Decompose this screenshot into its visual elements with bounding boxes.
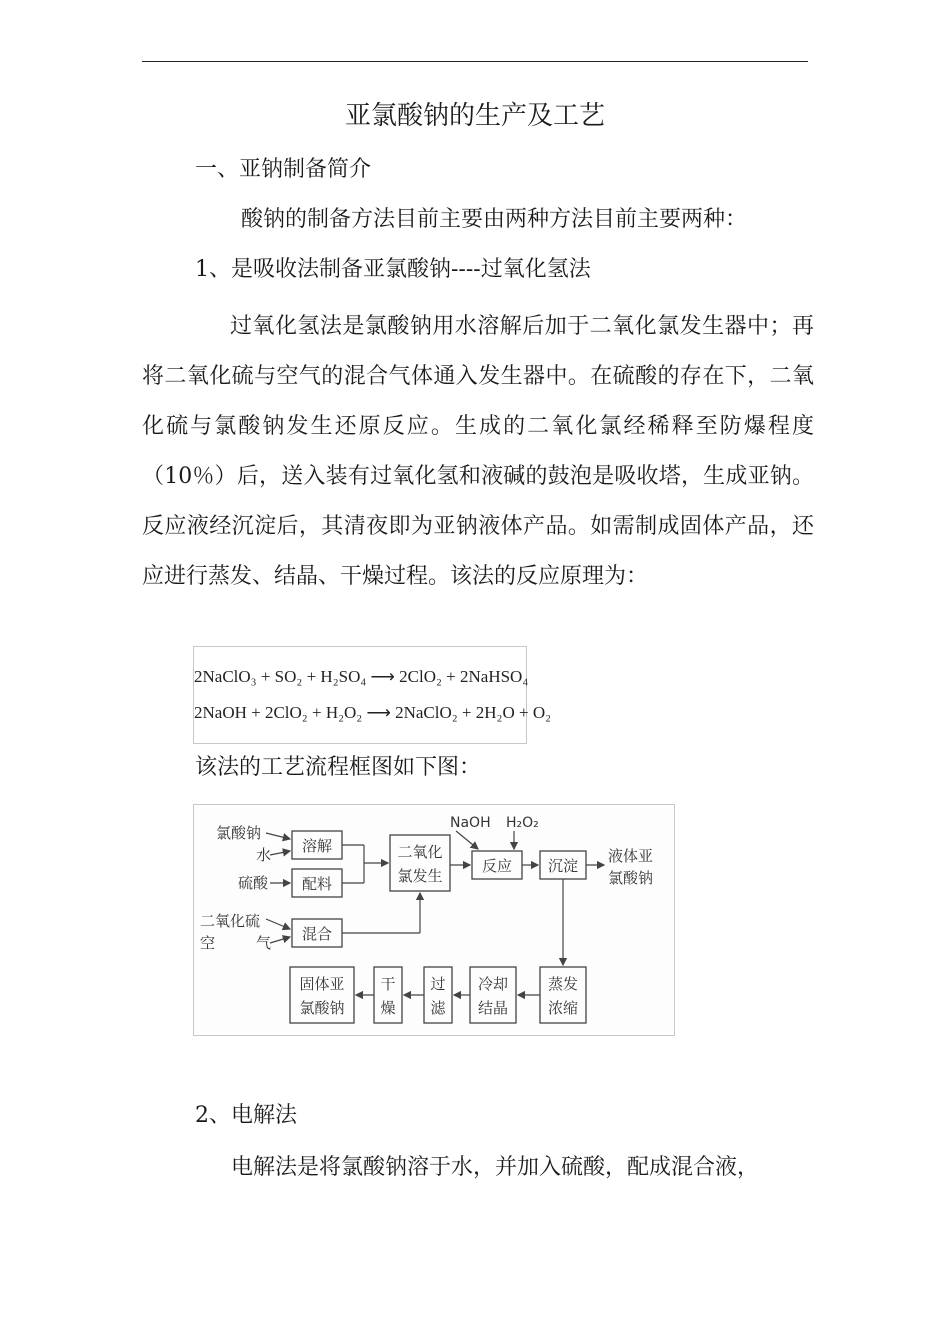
reaction-equations-image — [193, 646, 552, 744]
merge-lines — [342, 845, 364, 883]
label-sulfuric-acid: 硫酸 — [238, 874, 269, 892]
text-liquid-product-2: 氯酸钠 — [608, 869, 654, 887]
text-cool-2: 结晶 — [477, 999, 509, 1017]
label-naoh: NaOH — [450, 815, 491, 831]
label-air-2: 气 — [256, 934, 272, 952]
text-evaporate-2: 浓缩 — [547, 999, 579, 1017]
text-generator-1: 二氧化 — [397, 843, 443, 861]
label-air-1: 空 — [200, 934, 216, 952]
intro-sentence: 酸钠的制备方法目前主要由两种方法目前主要两种： — [241, 207, 748, 232]
section-heading-intro: 一、亚钠制备简介 — [195, 157, 372, 182]
text-reaction: 反应 — [481, 857, 513, 875]
text-dry-1: 干 — [380, 975, 396, 993]
method2-text: 电解法是将氯酸钠溶于水，并加入硫酸，配成混合液， — [231, 1155, 760, 1180]
flowchart-caption: 该法的工艺流程框图如下图： — [195, 755, 482, 780]
label-sulfur-dioxide: 二氧化硫 — [200, 912, 261, 930]
text-dry-2: 燥 — [380, 999, 396, 1017]
method1-text: 过氧化氢法是氯酸钠用水溶解后加于二氧化氯发生器中；再将二氧化硫与空气的混合气体通入发生器中。在硫酸的存在下，二氧化硫与氯酸钠发生还原反应。生成的二氧化氯经稀释至防爆程度（10％）后，送入装有过氧化氢和液碱的鼓泡是吸收塔，生成亚钠。反应液经沉淀后，其清夜即为亚钠液体产品。如需制成固体产品，还应进行蒸发、结晶、干燥过程。该法的反应原理为： — [142, 314, 814, 589]
text-generator-2: 氯发生 — [397, 867, 443, 885]
equation-1: 2NaClO₃ + SO₂ + H₂SO₄ ⟶ 2ClO₂ + 2NaHSO₄ — [194, 667, 529, 686]
text-prepare: 配料 — [301, 875, 333, 893]
process-flowchart — [193, 804, 675, 1036]
text-solid-product-2: 氯酸钠 — [299, 999, 345, 1017]
text-filter-2: 滤 — [430, 999, 446, 1017]
equation-2: 2NaOH + 2ClO₂ + H₂O₂ ⟶ 2NaClO₂ + 2H₂O + O₂ — [194, 703, 552, 722]
text-precipitate: 沉淀 — [547, 857, 579, 875]
text-mix: 混合 — [301, 925, 333, 943]
method1-paragraph — [142, 302, 814, 602]
text-cool-1: 冷却 — [477, 975, 509, 993]
method2-heading: 2、电解法 — [195, 1103, 297, 1128]
label-h2o2: H₂O₂ — [506, 815, 539, 831]
text-liquid-product-1: 液体亚 — [608, 847, 654, 865]
method1-heading: 1、是吸收法制备亚氯酸钠----过氧化氢法 — [195, 257, 591, 282]
text-evaporate-1: 蒸发 — [547, 975, 579, 993]
text-filter-1: 过 — [430, 975, 446, 993]
text-dissolve: 溶解 — [301, 837, 333, 855]
text-solid-product-1: 固体亚 — [299, 975, 345, 993]
label-sodium-chlorate: 氯酸钠 — [216, 824, 262, 842]
document-title: 亚氯酸钠的生产及工艺 — [344, 101, 605, 131]
header-rule — [142, 61, 808, 62]
label-water: 水 — [256, 846, 272, 864]
flowchart-svg — [194, 805, 674, 1035]
